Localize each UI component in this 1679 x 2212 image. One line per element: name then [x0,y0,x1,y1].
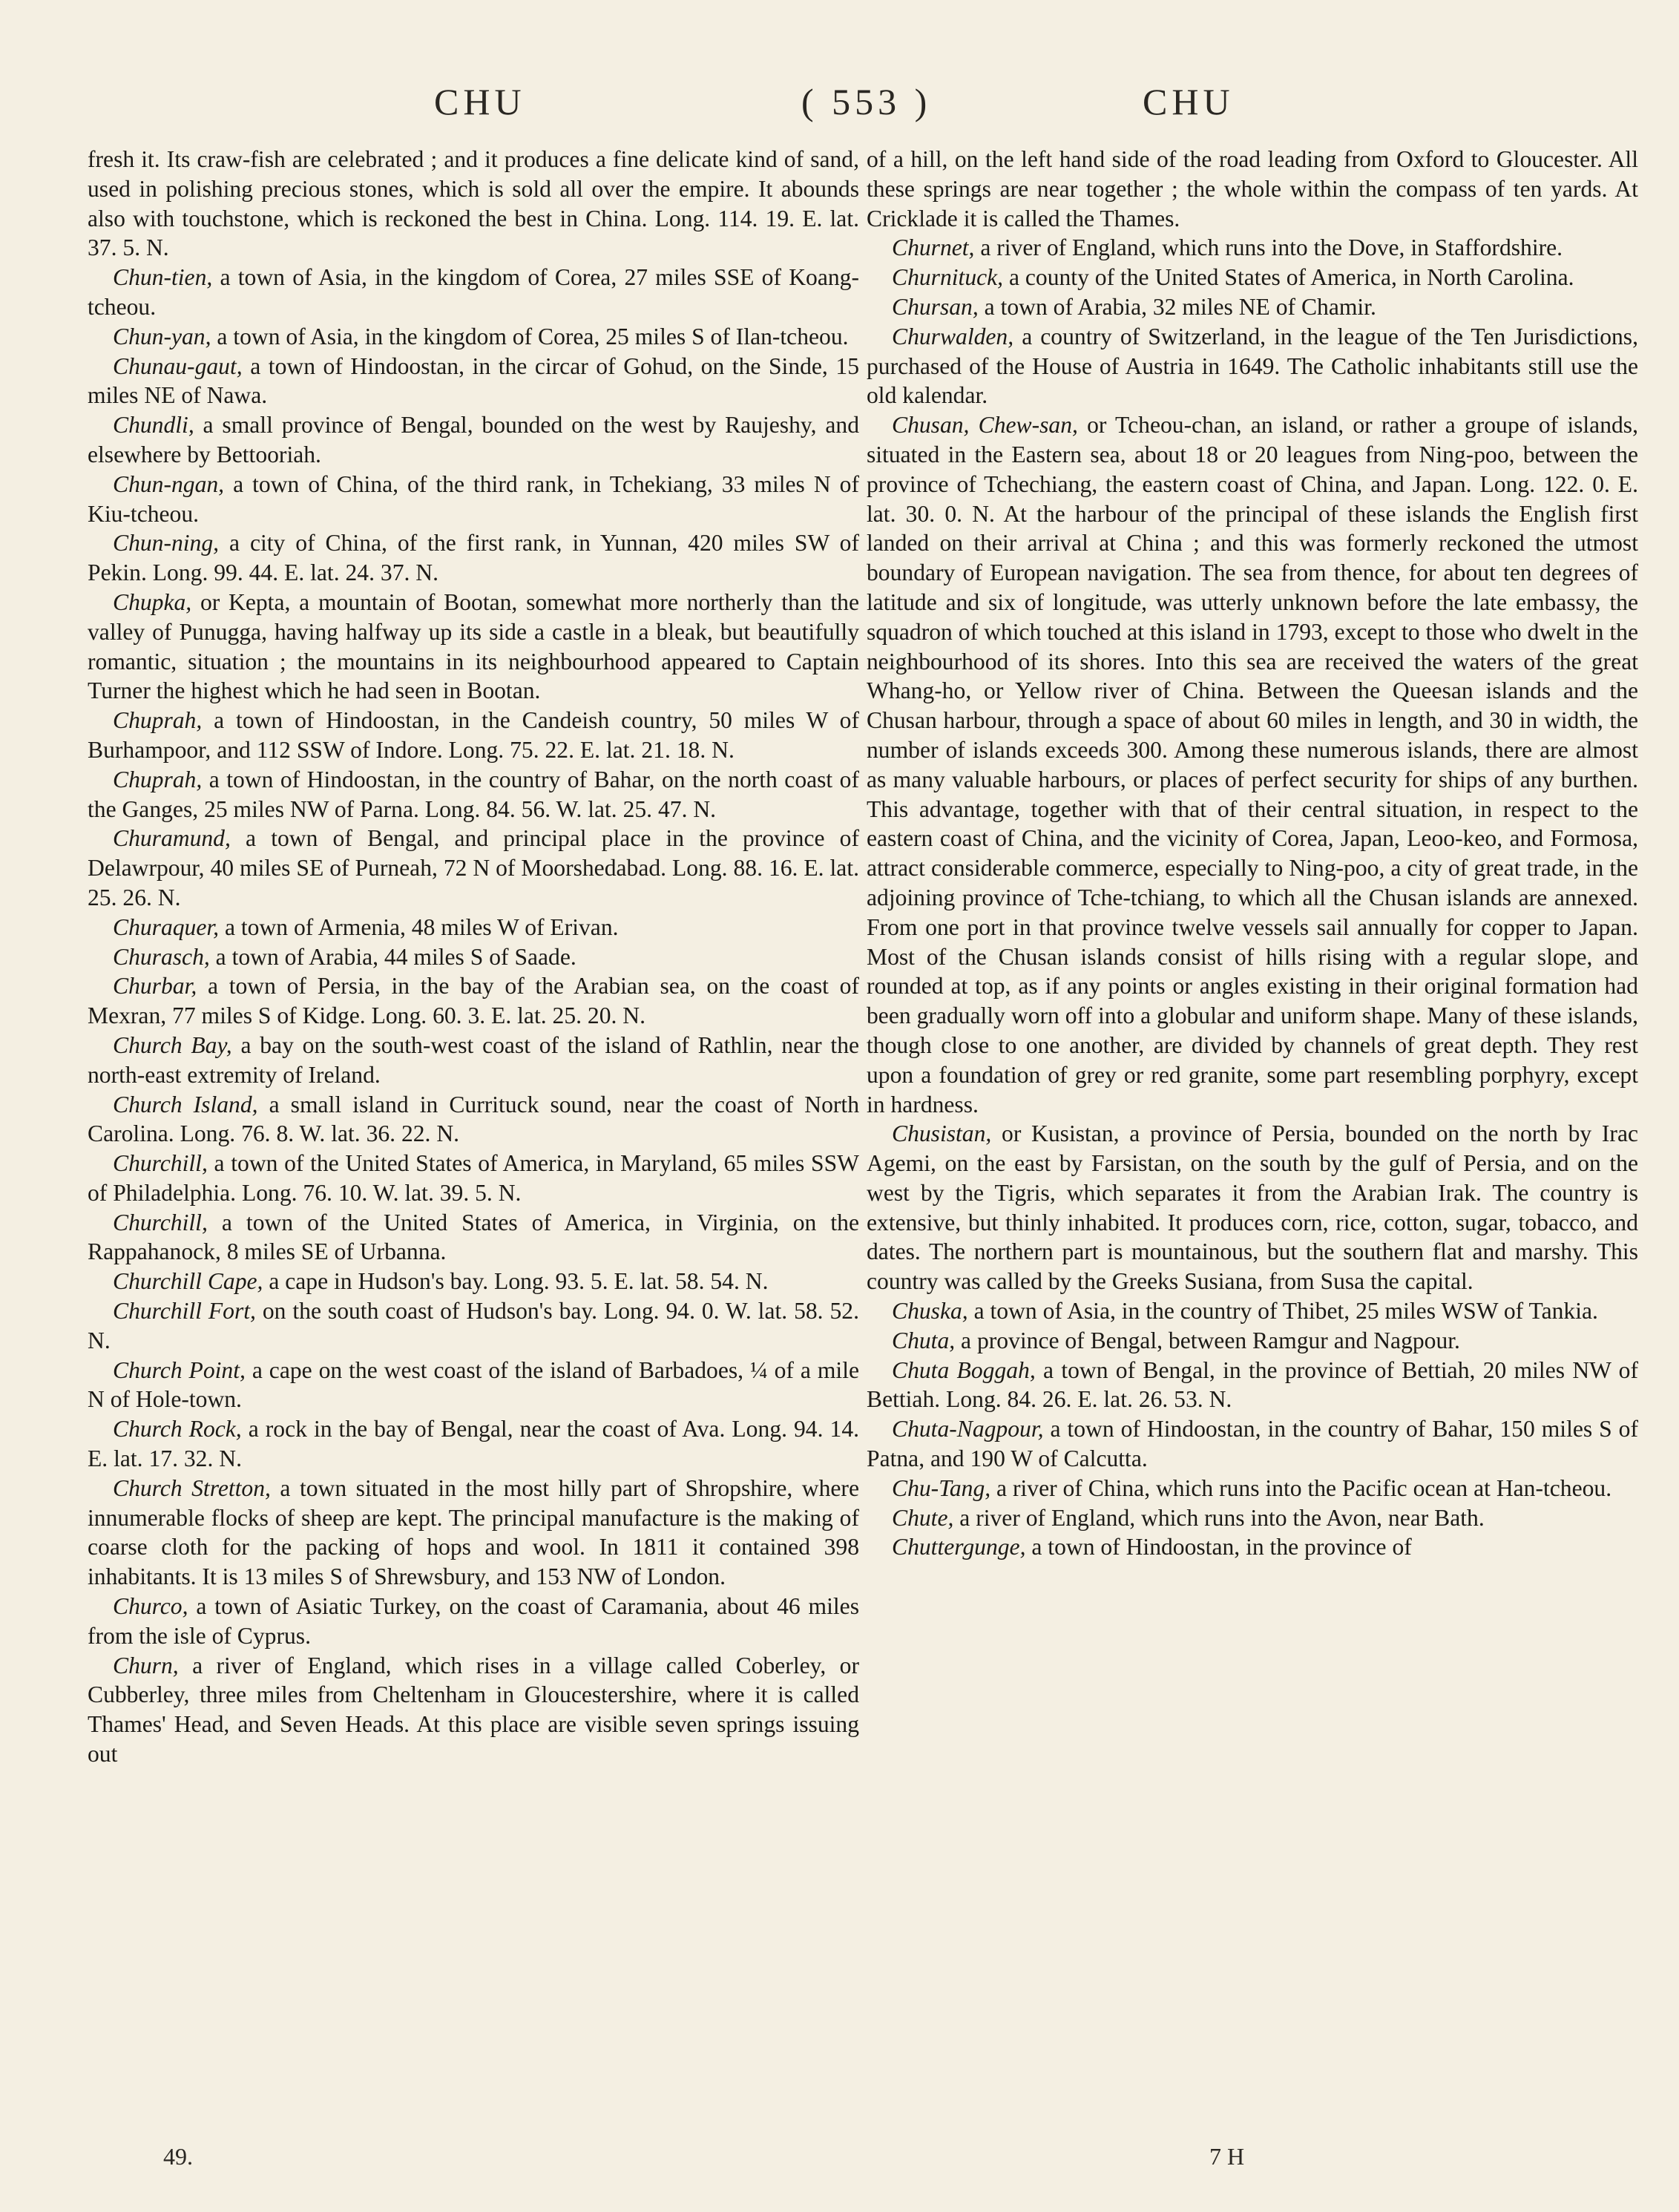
entry-headword: Church Bay, [113,1031,232,1058]
dictionary-entry [88,410,859,470]
entry-text: fresh it. Its craw-fish are celebrated ; and it produces a fine delicate kind of sand, used in polishing precious stones, which is sold all over the empire. It abounds also with touchstone, which is reckoned the best in China. Long. 114. 19. E. lat. 37. 5. N. [88,146,859,261]
dictionary-entry [88,352,859,411]
entry-text: a town of Bengal, and principal place in the province of Delawrpour, 40 miles SE of Purneah, 72 N of Moorshedabad. Long. 88. 16. E. lat. 25. 26. N. [88,825,859,910]
dictionary-entry [88,1208,859,1267]
entry-text: a river of England, which rises in a village called Coberley, or Cubberley, three miles from Cheltenham in Gloucestershire, where it is called Thames' Head, and Seven Heads. At this place are visible seven springs issuing out [88,1652,859,1768]
page-number: ( 553 ) [801,81,932,122]
entry-text: a city of China, of the first rank, in Yunnan, 420 miles SW of Pekin. Long. 99. 44. E. lat. 24. 37. N. [88,530,859,586]
entry-headword: Churbar, [113,973,197,1000]
entry-headword: Chuprah, [113,707,203,734]
dictionary-entry [88,765,859,824]
dictionary-entry [88,470,859,529]
entry-text: a town of Hindoostan, in the circar of Gohud, on the Sinde, 15 miles NE of Nawa. [88,352,859,409]
entry-headword: Chupka, [113,588,192,615]
dictionary-entry [88,1149,859,1208]
dictionary-entry [88,322,859,352]
entry-headword: Chunau-gaut, [113,352,243,379]
dictionary-entry [867,292,1638,322]
entry-headword: Chute, [892,1504,954,1531]
entry-text: a town of Persia, in the bay of the Arabian sea, on the coast of Mexran, 77 miles S of Kidge. Long. 60. 3. E. lat. 25. 20. N. [88,973,859,1029]
entry-text: a town of Asia, in the kingdom of Corea, 27 miles SSE of Koang-tcheou. [88,264,859,320]
entry-headword: Churchill, [113,1150,208,1177]
entry-text: a river of England, which runs into the Avon, near Bath. [953,1504,1485,1531]
dictionary-entry [88,588,859,706]
entry-text: a town of the United States of America, in Maryland, 65 miles SSW of Philadelphia. Long. 76. 10. W. lat. 39. 5. N. [88,1150,859,1206]
entry-headword: Church Island, [113,1091,258,1118]
entry-text: a town of Asiatic Turkey, on the coast of Caramania, about 46 miles from the isle of Cyprus. [88,1593,859,1649]
entry-text: of a hill, on the left hand side of the road leading from Oxford to Gloucester. All these springs are near together ; the whole within the compass of ten yards. At Cricklade it is called the Thames. [867,146,1638,232]
dictionary-entry [88,1356,859,1415]
dictionary-entry [867,1414,1638,1474]
dictionary-entry [867,263,1638,292]
entry-text: on the south coast of Hudson's bay. Long. 94. 0. W. lat. 58. 52. N. [88,1298,859,1353]
entry-text: a town of Hindoostan, in the country of Bahar, 150 miles S of Patna, and 190 W of Calcutta. [867,1416,1638,1472]
entry-headword: Chu-Tang, [892,1474,991,1501]
dictionary-entry [867,1503,1638,1533]
dictionary-entry [867,233,1638,263]
dictionary-entry [867,145,1638,233]
dictionary-entry [88,1090,859,1149]
entry-headword: Churasch, [113,943,210,970]
dictionary-entry [867,1532,1638,1562]
entry-text: a cape in Hudson's bay. Long. 93. 5. E. lat. 58. 54. N. [263,1268,769,1295]
entry-headword: Chursan, [892,293,979,320]
entry-text: a town of Arabia, 44 miles S of Saade. [209,943,576,970]
entry-headword: Chundli, [113,412,194,439]
signature-mark-left: 49. [163,2143,193,2170]
running-header [0,80,1679,132]
entry-text: or Tcheou-chan, an island, or rather a groupe of islands, situated in the Eastern sea, about 18 or 20 leagues from Ning-poo, between the province of Tchechiang, the eastern coast of China, and Japan. Long. 122. 0. E. lat. 30. 0. N. At the harbour of the principal of these islands the English first landed on their arrival at China ; and this was formerly reckoned the utmost boundary of European navigation. The sea from thence, for about ten degrees of latitude and six of longitude, was utterly unknown before the late embassy, the squadron of which touched at this island in 1793, except to those who dwelt in the neighbourhood of its shores. Into this sea are received the waters of the great Whang-ho, or Yellow river of China. Between the Queesan islands and the Chusan harbour, through a space of about 60 miles in length, and 30 in width, the number of islands exceeds 300. Among these numerous islands, there are almost as many valuable harbours, or places of perfect security for ships of any burthen. This advantage, together with that of their central situation, in respect to the eastern coast of China, and the vicinity of Corea, Japan, Leoo-keo, and Formosa, attract considerable commerce, especially to Ning-poo, a city of great trade, in the adjoining province of Tche-tchiang, to which all the Chusan islands are annexed. From one port in that province twelve vessels sail annually for copper to Japan. Most of the Chusan islands consist of hills rising with a regular slope, and rounded at top, as if any points or angles existing in their original formation had been gradually worn off into a globular and uniform shape. Many of these islands, though close to one another, are divided by channels of great depth. They rest upon a foundation of grey or red granite, some part resembling porphyry, except in hardness. [867,412,1638,1118]
entry-text: a small island in Currituck sound, near the coast of North Carolina. Long. 76. 8. W. lat. 36. 22. N. [88,1091,859,1147]
entry-headword: Chun-ning, [113,530,220,557]
dictionary-entry [88,1267,859,1296]
entry-headword: Churamund, [113,825,231,852]
right-column [867,145,1638,1562]
entry-text: a rock in the bay of Bengal, near the coast of Ava. Long. 94. 14. E. lat. 17. 32. N. [88,1416,860,1472]
dictionary-entry [88,824,859,912]
dictionary-entry [867,322,1638,410]
entry-text: a town of Bengal, in the province of Bettiah, 20 miles NW of Bettiah. Long. 84. 26. E. lat. 26. 53. N. [867,1356,1638,1413]
entry-headword: Chun-tien, [113,264,213,291]
entry-headword: Church Point, [113,1356,246,1383]
dictionary-entry [88,263,859,322]
dictionary-entry [88,1474,859,1592]
header-left-word: CHU [434,81,526,122]
dictionary-entry [88,1651,859,1769]
entry-text: or Kusistan, a province of Persia, bounded on the north by Irac Agemi, on the east by Farsistan, on the south by the gulf of Persia, and on the west by the Tigris, which separates it from the Arabian Irak. The country is extensive, but thinly inhabited. It produces corn, rice, cotton, sugar, tobacco, and dates. The northern part is mountainous, but the southern flat and marshy. This country was called by the Greeks Susiana, from Susa the capital. [867,1120,1638,1295]
entry-text: a province of Bengal, between Ramgur and Nagpour. [955,1327,1460,1353]
dictionary-entry [867,1296,1638,1326]
dictionary-entry [88,1031,859,1090]
entry-text: or Kepta, a mountain of Bootan, somewhat more northerly than the valley of Punugga, having halfway up its side a castle in a bleak, but beautifully romantic, situation ; the mountains in its neighbourhood appeared to Captain Turner the highest which he had seen in Bootan. [88,588,859,704]
entry-headword: Chuprah, [113,766,203,792]
entry-headword: Churco, [113,1593,188,1620]
left-column [88,145,859,1769]
dictionary-entry [867,410,1638,1119]
entry-headword: Chun-ngan, [113,470,225,497]
dictionary-entry [867,1119,1638,1296]
entry-headword: Chusistan, [892,1120,992,1147]
entry-text: a town situated in the most hilly part of Shropshire, where innumerable flocks of sheep are kept. The principal manufacture is the making of coarse cloth for the packing of hops and wool. In 1811 it contained 398 inhabitants. It is 13 miles S of Shrewsbury, and 153 NW of London. [88,1474,859,1590]
entry-text: a river of England, which runs into the Dove, in Staffordshire. [974,234,1563,261]
entry-headword: Churaquer, [113,913,220,940]
entry-text: a county of the United States of America, in North Carolina. [1003,264,1574,291]
entry-text: a town of China, of the third rank, in Tchekiang, 33 miles N of Kiu-tcheou. [88,470,859,527]
entry-headword: Churchill Cape, [113,1268,263,1295]
entry-text: a bay on the south-west coast of the island of Rathlin, near the north-east extremity of Ireland. [88,1031,860,1088]
entry-headword: Churchill Fort, [113,1298,256,1325]
entry-headword: Churn, [113,1652,179,1678]
entry-headword: Chuska, [892,1298,968,1325]
dictionary-entry [88,971,859,1031]
entry-text: a small province of Bengal, bounded on the west by Raujeshy, and elsewhere by Bettooriah. [88,412,859,467]
header-right-word: CHU [1143,81,1235,122]
entry-headword: Churchill, [113,1209,208,1235]
entry-text: a town of Asia, in the kingdom of Corea, 25 miles S of Ilan-tcheou. [211,323,849,349]
dictionary-entry [88,1592,859,1651]
dictionary-entry [88,1414,859,1474]
dictionary-entry [867,1356,1638,1415]
dictionary-entry [88,913,859,942]
entry-headword: Churwalden, [892,323,1014,349]
entry-headword: Chun-yan, [113,323,211,349]
entry-text: a town of Arabia, 32 miles NE of Chamir. [978,293,1376,320]
signature-mark-right: 7 H [1209,2143,1245,2170]
entry-headword: Church Rock, [113,1416,242,1443]
entry-text: a town of Asia, in the country of Thibet, 25 miles WSW of Tankia. [967,1298,1598,1325]
entry-headword: Chuta Boggah, [892,1356,1036,1383]
dictionary-entry [867,1474,1638,1503]
dictionary-entry [88,1296,859,1356]
entry-headword: Church Stretton, [113,1474,271,1501]
dictionary-entry [88,706,859,765]
dictionary-entry [88,528,859,588]
entry-text: a town of the United States of America, in Virginia, on the Rappahanock, 8 miles SE of Urbanna. [88,1209,859,1265]
entry-text: a cape on the west coast of the island of Barbadoes, ¼ of a mile N of Hole-town. [88,1356,859,1413]
dictionary-entry [88,942,859,972]
dictionary-entry [88,145,859,263]
entry-headword: Chuta-Nagpour, [892,1416,1044,1443]
entry-text: a town of Armenia, 48 miles W of Erivan. [219,913,619,940]
entry-text: a town of Hindoostan, in the country of Bahar, on the north coast of the Ganges, 25 miles NW of Parna. Long. 84. 56. W. lat. 25. 47. N. [88,766,859,822]
dictionary-entry [867,1326,1638,1356]
entry-text: a country of Switzerland, in the league of the Ten Jurisdictions, purchased of the House of Austria in 1649. The Catholic inhabitants still use the old kalendar. [867,323,1638,409]
entry-text: a town of Hindoostan, in the Candeish country, 50 miles W of Burhampoor, and 112 SSW of Indore. Long. 75. 22. E. lat. 21. 18. N. [88,707,859,763]
entry-headword: Chuttergunge, [892,1534,1026,1560]
entry-text: a town of Hindoostan, in the province of [1025,1534,1412,1560]
entry-text: a river of China, which runs into the Pacific ocean at Han-tcheou. [990,1474,1612,1501]
entry-headword: Churnituck, [892,264,1004,291]
entry-headword: Chusan, Chew-san, [892,412,1078,439]
entry-headword: Chuta, [892,1327,956,1353]
entry-headword: Churnet, [892,234,975,261]
